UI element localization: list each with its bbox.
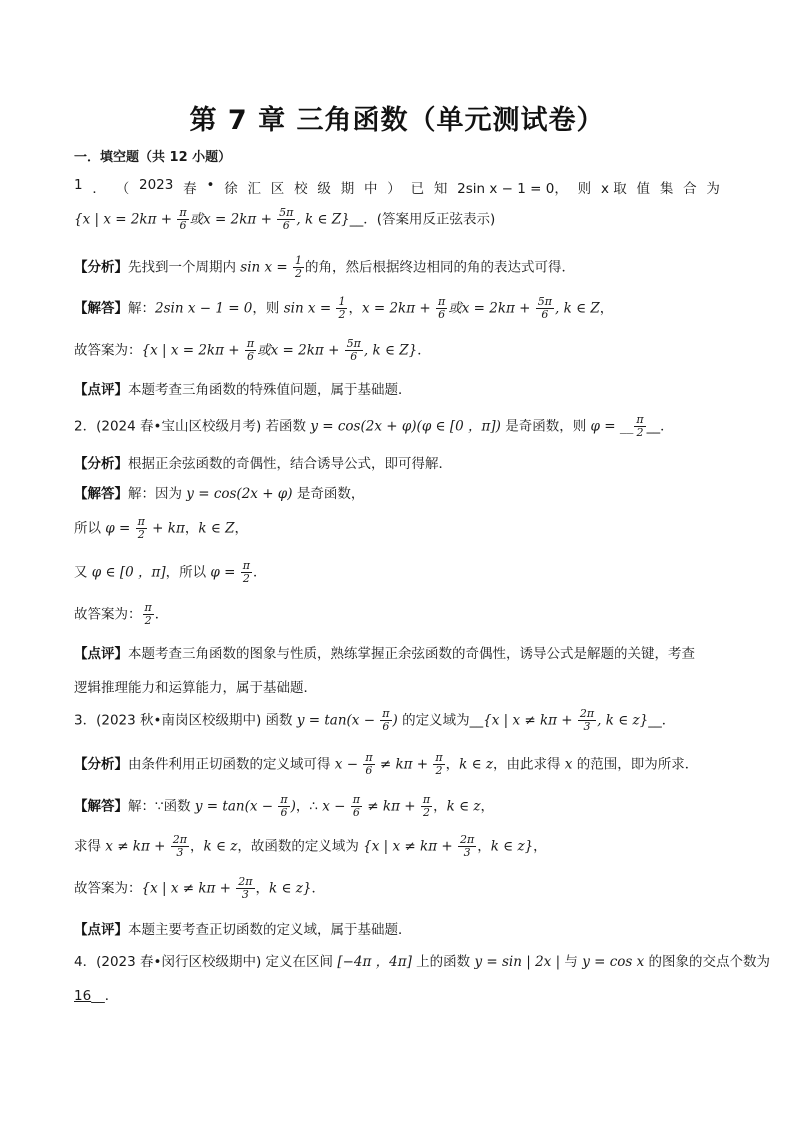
q2-solution-line-3: 又 φ ∈ [0 ，π]，所以 φ = $\frac{\pi}{2}$ ． (74, 559, 267, 585)
q4-answer: 16 (74, 988, 92, 1004)
q3-final-answer: 故答案为：{x | x ≠ kπ + $\frac{2\pi}{3}$ ，k ∈ z}． (74, 875, 325, 901)
q1-analysis: 【分析】先找到一个周期内 sin x = $\frac{1}{2}$ 的角，然后根据终边相同的角的表达式可得． (74, 254, 576, 280)
fraction: $\frac{2\pi}{3}$ (459, 833, 475, 859)
q3-solution-line-2: 求得 x ≠ kπ + $\frac{2\pi}{3}$ ，k ∈ z，故函数的定义域为 {x | x ≠ kπ + $\frac{2\pi}{3}$ ，k ∈ z}， (74, 833, 547, 859)
fraction: $\frac{\pi}{2}$ (636, 413, 644, 439)
fraction: $\frac{5\pi}{6}$ (346, 337, 361, 363)
fraction: $\frac{5\pi}{6}$ (537, 295, 553, 321)
analysis-tag: 【分析】 (74, 259, 128, 276)
comment-tag: 【点评】 (74, 382, 128, 398)
fraction: $\frac{5\pi}{6}$ (279, 206, 294, 232)
q1-stem (74, 177, 720, 197)
q1-stem-token: 2023 (138, 177, 174, 193)
fraction: $\frac{\pi}{2}$ (422, 793, 431, 819)
fraction: $\frac{2\pi}{3}$ (238, 875, 253, 901)
q1-answer-line (74, 207, 495, 232)
q2-solution-line-2: 所以 φ = $\frac{\pi}{2}$ + kπ，k ∈ Z， (74, 515, 248, 541)
q4-stem: 4．(2023 春•闵行区校级期中) 定义在区间 [−4π ，4π] 上的函数 y = sin | 2x | 与 y = cos x 的图象的交点个数为 (74, 954, 771, 970)
fraction: $\frac{\pi}{6}$ (382, 707, 390, 733)
section-heading: 一．填空题（共 12 小题） (74, 150, 232, 165)
fraction: $\frac{\pi}{6}$ (352, 793, 361, 819)
q1-stem-token: 知 (433, 181, 448, 197)
q1-answer-set-end: , k ∈ Z} (296, 211, 350, 228)
q2-analysis: 【分析】根据正余弦函数的奇偶性，结合诱导公式，即可得解． (74, 456, 452, 472)
q3-analysis: 【分析】由条件利用正切函数的定义域可得 x − $\frac{\pi}{6}$ ≠ kπ + $\frac{\pi}{2}$ ，k ∈ z，由此求得 x 的范围，即为所求． (74, 751, 699, 777)
q1-stem-token: 1 (74, 177, 83, 193)
q1-stem-token: 徐 (224, 181, 238, 197)
fraction: $\frac{1}{2}$ (295, 254, 303, 280)
fraction: $\frac{\pi}{6}$ (179, 206, 187, 232)
q1-stem-token: 为 (706, 181, 720, 197)
q1-stem-token: 已 (410, 181, 425, 197)
q1-stem-token: 级 (317, 181, 331, 197)
q2-stem: 2．(2024 春•宝山区校级月考) 若函数 y = cos(2x + φ)(φ ∈ [0 ，π]) 是奇函数，则 φ = __ $\frac{\pi}{2}$ __． (74, 413, 674, 439)
fraction: $\frac{2\pi}{3}$ (172, 833, 187, 859)
q1-stem-token: （ (115, 181, 130, 197)
q4-answer-line: 16__． (74, 988, 119, 1004)
q1-answer-set-start: {x | x = 2kπ + (74, 211, 177, 228)
q1-stem-token: ． (92, 181, 106, 197)
q1-stem-token: 汇 (247, 181, 261, 197)
q1-answer-set-mid: 或x = 2kπ + (189, 211, 277, 228)
q1-stem-text (74, 177, 720, 197)
page-title: 第 7 章 三角函数（单元测试卷） (189, 105, 605, 136)
q2-comment: 【点评】本题考查三角函数的图象与性质，熟练掌握正余弦函数的奇偶性，诱导公式是解题的关键，考查 (74, 646, 695, 662)
fraction: $\frac{\pi}{2}$ (144, 601, 152, 627)
q1-stem-token: 期 (340, 181, 355, 197)
fraction: $\frac{\pi}{6}$ (438, 295, 446, 321)
q1-stem-token: ） (387, 181, 401, 197)
q1-final-answer: 故答案为：{x | x = 2kπ + $\frac{\pi}{6}$ 或x = 2kπ + $\frac{5\pi}{6}$ , k ∈ Z}． (74, 337, 431, 363)
fraction: $\frac{\pi}{6}$ (365, 751, 373, 777)
q1-stem-token: x 取 (600, 181, 627, 197)
q2-solution: 【解答】解：因为 y = cos(2x + φ) 是奇函数， (74, 486, 365, 502)
fraction: $\frac{\pi}{2}$ (242, 559, 251, 585)
q3-solution: 【解答】解：∵函数 y = tan(x − $\frac{\pi}{6}$ )，∴ x − $\frac{\pi}{6}$ ≠ kπ + $\frac{\pi}{2}$ ，k ∈ z， (74, 793, 494, 819)
q3-stem: 3．(2023 秋•南岗区校级期中) 函数 y = tan(x − $\frac{\pi}{6}$ ) 的定义域为__{x | x ≠ kπ + $\frac{2\pi}{3}$ , k ∈ z}__． (74, 707, 676, 733)
q1-stem-token: 则 (577, 181, 592, 197)
q1-answer-note: __．(答案用反正弦表示) (349, 211, 496, 228)
q1-stem-token: 2sin x − 1 = 0， (457, 181, 568, 197)
q1-stem-token: 集 (659, 181, 674, 197)
q1-stem-token: • (206, 177, 215, 193)
q1-solution: 【解答】解：2sin x − 1 = 0，则 sin x = $\frac{1}{2}$ ，x = 2kπ + $\frac{\pi}{6}$ 或x = 2kπ + $\frac{5\pi}{6}$ , k ∈ Z， (74, 295, 614, 321)
fraction: $\frac{\pi}{6}$ (280, 793, 288, 819)
fraction: $\frac{1}{2}$ (338, 295, 346, 321)
fraction: $\frac{\pi}{2}$ (137, 515, 145, 541)
q3-comment: 【点评】本题主要考查正切函数的定义域，属于基础题． (74, 922, 412, 938)
q2-comment-cont: 逻辑推理能力和运算能力，属于基础题． (74, 680, 317, 696)
q1-stem-token: 合 (683, 181, 697, 197)
q1-stem-token: 校 (294, 181, 308, 197)
q1-stem-token: 春 (183, 181, 197, 197)
q1-stem-token: 区 (270, 181, 285, 197)
fraction: $\frac{\pi}{2}$ (435, 751, 443, 777)
answer-tag: 【解答】 (74, 300, 128, 317)
q1-stem-token: 值 (636, 181, 651, 197)
q2-final-answer: 故答案为： $\frac{\pi}{2}$ ． (74, 601, 169, 627)
q1-stem-token: 中 (363, 181, 378, 197)
fraction: $\frac{2\pi}{3}$ (579, 707, 595, 733)
fraction: $\frac{\pi}{6}$ (246, 337, 255, 363)
q1-comment: 【点评】本题考查三角函数的特殊值问题，属于基础题． (74, 382, 412, 398)
